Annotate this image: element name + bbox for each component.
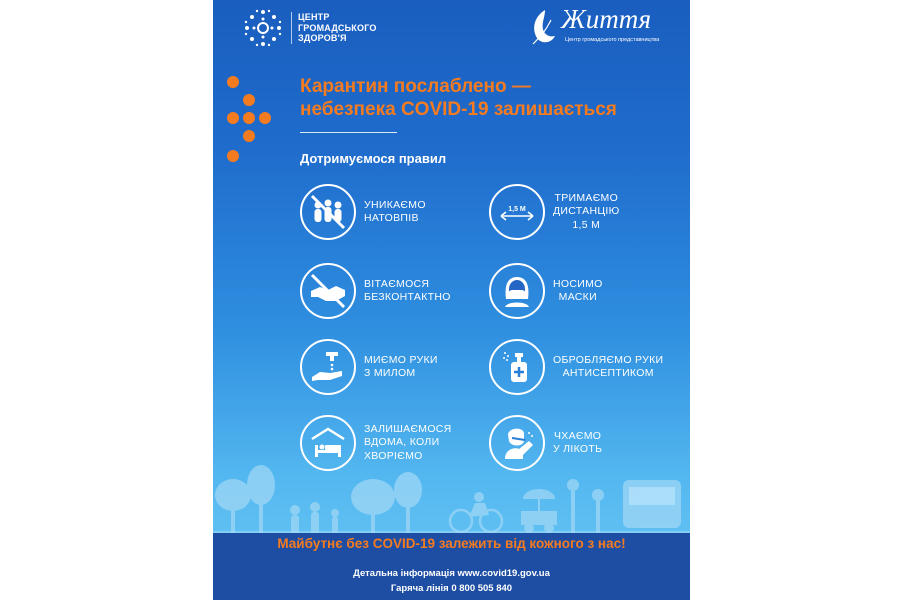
decorative-dots <box>213 72 293 172</box>
zhyttia-subtitle: Центр громадського представництва <box>565 37 660 43</box>
logo-line: ЦЕНТР <box>298 12 330 22</box>
hand-washing-icon <box>300 339 356 395</box>
rule-label-line: АНТИСЕПТИКОМ <box>562 367 654 379</box>
rule-label <box>553 278 603 305</box>
rule-label-line: ЗАЛИШАЄМОСЯ <box>364 422 452 435</box>
sanitizer-bottle-icon <box>489 339 545 395</box>
rule-label-line: ЧХАЄМО <box>553 429 602 442</box>
rule-label-line: ДИСТАНЦІЮ <box>553 205 620 218</box>
rule-avoid-crowds <box>300 184 426 240</box>
rule-label <box>364 199 426 226</box>
public-health-center-name <box>291 12 377 44</box>
rule-label-line: НОСИМО <box>553 277 603 290</box>
rule-label-line: БЕЗКОНТАКТНО <box>364 291 451 303</box>
rule-label-line: УНИКАЄМО <box>364 198 426 211</box>
rule-label-line: 1,5 М <box>572 218 601 231</box>
headline-divider <box>300 132 397 133</box>
rule-label-line: ВДОМА, КОЛИ <box>364 436 440 449</box>
rule-label-line: ТРИМАЄМО <box>554 191 619 204</box>
rule-contactless-greeting <box>300 263 451 319</box>
handshake-crossed-icon <box>300 263 356 319</box>
logo-line: ЗДОРОВ'Я <box>298 33 347 43</box>
public-health-center-logo <box>241 6 401 46</box>
city-skyline-illustration <box>213 455 690 535</box>
distance-icon-label: 1,5 М <box>508 206 526 213</box>
info-website: Детальна інформація www.covid19.gov.ua <box>353 568 550 579</box>
rule-label-line: МАСКИ <box>558 291 597 303</box>
public-health-center-emblem-icon <box>241 6 285 50</box>
face-mask-icon <box>489 263 545 319</box>
rules-heading: Дотримуємося правил <box>300 151 447 166</box>
avoid-crowds-icon <box>300 184 356 240</box>
logo-line: ГРОМАДСЬКОГО <box>298 22 377 33</box>
rule-label <box>553 192 620 233</box>
poster-header <box>213 0 690 58</box>
headline-line: Карантин послаблено — <box>300 76 531 97</box>
rule-label <box>364 278 451 305</box>
headline <box>300 75 617 121</box>
rule-label-line: У ЛІКОТЬ <box>553 443 603 455</box>
headline-line: небезпека COVID-19 залишається <box>300 99 617 120</box>
rule-label-line: ХВОРІЄМО <box>364 449 423 462</box>
rule-keep-distance <box>489 184 620 240</box>
poster <box>213 0 690 600</box>
zhyttia-name: Життя <box>561 4 652 34</box>
rule-label-line: З МИЛОМ <box>364 367 416 379</box>
zhyttia-logo <box>525 4 685 48</box>
rule-label <box>553 430 602 457</box>
rule-label-line: ОБРОБЛЯЄМО РУКИ <box>553 353 664 366</box>
rule-label <box>364 354 438 381</box>
footer-slogan: Майбутнє без COVID-19 залежить від кожного з нас! <box>277 536 626 551</box>
rule-label <box>553 354 663 381</box>
rule-label-line: НАТОВПІВ <box>364 212 419 224</box>
rule-label-line: МИЄМО РУКИ <box>364 353 438 366</box>
info-hotline: Гаряча лінія 0 800 505 840 <box>390 583 513 594</box>
rule-wash-hands <box>300 339 438 395</box>
distance-arrow-icon <box>489 184 545 240</box>
rule-wear-masks <box>489 263 603 319</box>
rule-label-line: ВІТАЄМОСЯ <box>364 277 430 290</box>
leaf-icon <box>527 6 561 46</box>
rule-use-sanitizer <box>489 339 663 395</box>
